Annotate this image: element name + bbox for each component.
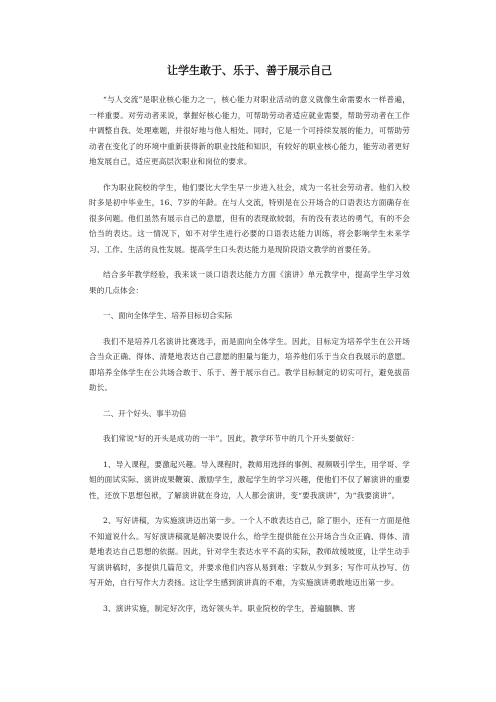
section-1-paragraph-1: 我们不是培养几名演讲比赛选手，而是面向全体学生。因此，目标定为培养学生在公开场合当众正确、得体、清楚地表达自己意愿的胆量与能力，培养他们乐于当众自我展示的意愿。即培养全体学生在公共场合敢于、乐于、善于展示自己。教学目标制定的切实可行，避免拔苗助长。 xyxy=(89,336,410,392)
section-2-heading: 二、开个好头、事半功倍 xyxy=(103,408,187,418)
section-2-paragraph-3: 2、写好讲稿，为实施演讲迈出第一步。一个人不敢表达自己，除了胆小，还有一方面是他不知道说什么。写好演讲稿就是解决要说什么，给学生提供能在公开场合当众正确、得体、清楚地表达自己思想的依据。因此，针对学生表达水平不高的实际，教师故缓坡度，让学生动手写演讲稿时，多提供几篇范文，并要求他们内容从易到难；字数从少到多；写作可从抄写、仿写开始，自行写作大力表扬。这让学生感到演讲真的不难，为实施演讲勇敢地迈出第一步。 xyxy=(89,516,410,587)
intro-paragraph-1: “与人交流”是职业核心能力之一，核心能力对职业活动的意义就像生命需要水一样普遍，一样重要。对劳动者来说，掌握好核心能力，可帮助劳动者适应就业需要，帮助劳动者在工作中调整自我、处理难题，并很好地与他人相处。同时，它是一个可持续发展的能力，可帮助劳动者在变化了的环境中重新获得新的职业技能和知识，有较好的职业核心能力，能劳动者更好地发展自己，适应更高层次职业和岗位的要求。 xyxy=(89,95,410,166)
document-title: 让学生敢于、乐于、善于展示自己 xyxy=(167,64,332,77)
section-2-paragraph-4: 3、演讲实施，制定好次序，选好领头羊。职业院校的学生，普遍腼腆、害 xyxy=(103,603,356,613)
section-1-heading: 一、面向全体学生、培养目标切合实际 xyxy=(103,311,233,320)
section-2-paragraph-1: 我们常说“好的开头是成功的一半”。因此，教学环节中的几个开头要做好： xyxy=(103,434,359,443)
intro-paragraph-2: 作为职业院校的学生，他们要比大学生早一步进入社会，成为一名社会劳动者。他们入校时多是初中毕业生，16、7岁的年龄。在与人交流，特别是在公开场合的口语表达方面确存在很多问题。他们虽然有展示自己的意愿，但有的表现欲较弱，有的没有表达的勇气，有的不会恰当的表达。这一情况下，如不对学生进行必要的口语表达能力训练，将会影响学生未来学习、工作、生活的良性发展。提高学生口头表达能力是现阶段语文教学的首要任务。 xyxy=(89,182,410,254)
section-2-paragraph-2: 1、导入课程，要激起兴趣。导入课程时，教师用选择的事例、视频吸引学生，用学哥、学姐的面试实际、演讲成果鞭策、激励学生，激起学生的学习兴趣，使他们不仅了解演讲的重要性，还放下思想包袱，了解演讲就在身边，人人都会演讲，变“要我演讲”，为“我要演讲”。 xyxy=(89,459,410,500)
intro-paragraph-3: 结合多年教学经验，我来谈一谈口语表达能力方面《演讲》单元教学中，提高学生学习效果的几点体会： xyxy=(89,270,410,295)
